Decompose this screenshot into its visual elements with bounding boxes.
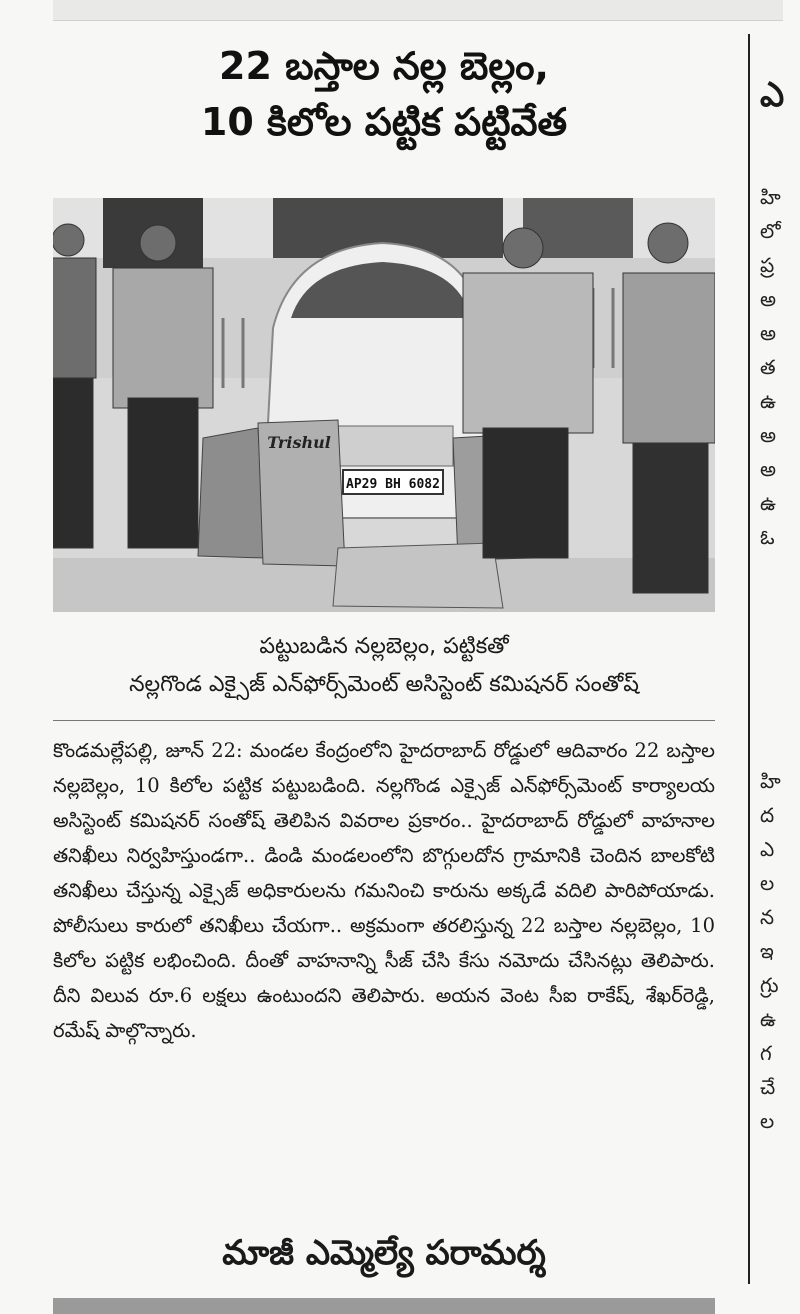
adjacent-text-upper — [760, 180, 800, 554]
text-fragment: ల — [760, 871, 775, 895]
text-fragment: చే — [760, 1075, 776, 1099]
next-article-headline: మాజీ ఎమ్మెల్యే పరామర్శ — [222, 1233, 546, 1273]
text-fragment: ద — [760, 803, 775, 827]
next-article-photo — [53, 1298, 715, 1314]
text-fragment: హి — [760, 185, 781, 209]
news-article — [53, 30, 715, 1273]
text-fragment: అ — [760, 423, 776, 447]
text-fragment: గ — [760, 1041, 772, 1065]
text-fragment: ఎ — [760, 837, 775, 861]
adjacent-column-fragment — [760, 60, 800, 1284]
headline-line-1: 22 బస్తాల నల్ల బెల్లం, — [219, 44, 549, 88]
text-fragment: అ — [760, 321, 776, 345]
text-fragment: త — [760, 355, 776, 379]
article-body: కొండమల్లేపల్లి, జూన్ 22: మండల కేంద్రంలోని హైదరాబాద్ రోడ్డులో ఆదివారం 22 బస్తాల నల్లబెల్లం, 10 కిలోల పట్టిక పట్టుబడింది. నల్లగొండ ఎక్సైజ్ ఎన్‌ఫోర్స్‌మెంట్ కార్యాలయ అసిస్టెంట్ కమిషనర్ సంతోష్ తెలిపిన వివరాల ప్రకారం.. హైదరాబాద్ రోడ్డులో వాహనాల తనిఖీలు నిర్వహిస్తుండగా.. డిండి మండలంలోని బొగ్గులదోన గ్రామానికి చెందిన బాలకోటి తనిఖీలు చేస్తున్న ఎక్సైజ్ అధికారులను గమనించి కారును అక్కడే వదిలి పారిపోయాడు. పోలీసులు కారులో తనిఖీలు చేయగా.. అక్రమంగా తరలిస్తున్న 22 బస్తాల నల్లబెల్లం, 10 కిలోల పట్టిక లభించింది. దీంతో వాహనాన్ని సీజ్ చేసి కేసు నమోదు చేసినట్లు తెలిపారు. దీని విలువ రూ.6 లక్షలు ఉంటుందని తెలిపారు. అయన వెంట సీఐ రాకేష్, శేఖర్‌రెడ్డి, రమేష్ పాల్గొన్నారు. — [53, 739, 715, 1042]
headline-line-2: 10 కిలోల పట్టిక పట్టివేత — [200, 100, 568, 144]
text-fragment: ఉ — [760, 1007, 776, 1031]
article-photo — [53, 198, 715, 612]
article-headline — [53, 38, 715, 150]
text-fragment: ఇ — [760, 939, 774, 963]
text-fragment: అ — [760, 287, 776, 311]
text-fragment: న — [760, 905, 775, 929]
top-page-band — [53, 0, 783, 21]
bag-brand-label: Trishul — [267, 433, 331, 452]
caption-divider — [53, 720, 715, 721]
column-divider — [748, 34, 750, 1284]
text-fragment: ప్ర — [760, 253, 775, 277]
caption-line-1: పట్టుబడిన నల్లబెల్లం, పట్టికతో — [259, 634, 509, 659]
text-fragment: ఓ — [760, 525, 775, 549]
text-fragment: హి — [760, 769, 781, 793]
text-fragment: ల — [760, 1109, 775, 1133]
number-plate: AP29 BH 6082 — [346, 477, 440, 492]
text-fragment: అ — [760, 457, 776, 481]
text-fragment: గ్రు — [760, 973, 779, 997]
caption-line-2: నల్లగొండ ఎక్సైజ్ ఎన్‌ఫోర్స్‌మెంట్ అసిస్టెంట్ కమిషనర్ సంతోష్ — [129, 672, 639, 697]
photo-caption — [53, 628, 715, 704]
text-fragment: లో — [760, 219, 781, 243]
adjacent-text-lower — [760, 764, 800, 1138]
adjacent-headline-fragment: ఎ — [760, 75, 785, 115]
text-fragment: ఉ — [760, 389, 776, 413]
text-fragment: ఉ — [760, 491, 776, 515]
